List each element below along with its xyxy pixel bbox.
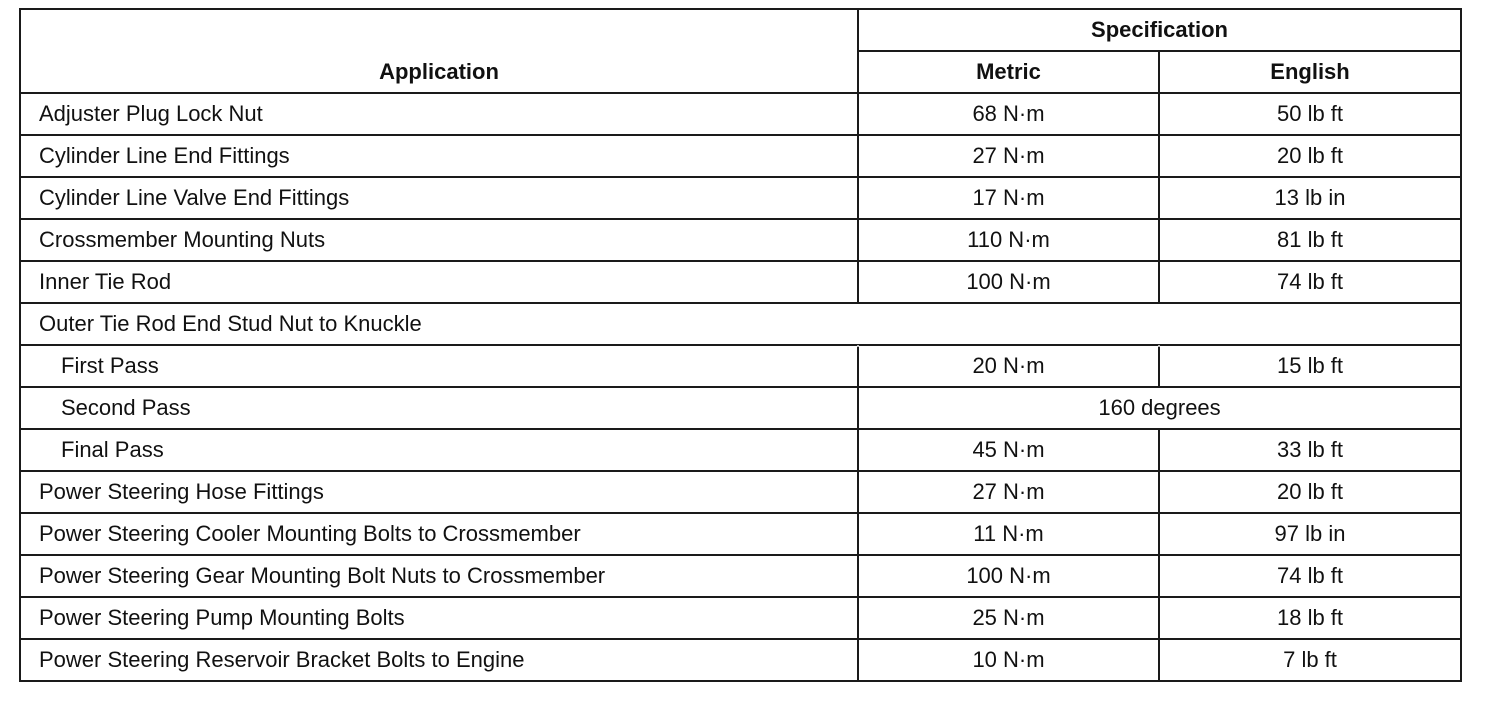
application-cell: Final Pass	[20, 429, 858, 471]
english-cell: 7 lb ft	[1159, 639, 1461, 681]
table-row	[20, 219, 1461, 261]
english-cell: 20 lb ft	[1159, 135, 1461, 177]
application-cell: Second Pass	[20, 387, 858, 429]
header-row-top	[20, 9, 1461, 51]
english-cell: 50 lb ft	[1159, 93, 1461, 135]
application-cell: Cylinder Line End Fittings	[20, 135, 858, 177]
application-cell: Cylinder Line Valve End Fittings	[20, 177, 858, 219]
table-row	[20, 471, 1461, 513]
application-cell: First Pass	[20, 345, 858, 387]
table-row	[20, 177, 1461, 219]
application-cell: Power Steering Reservoir Bracket Bolts to Engine	[20, 639, 858, 681]
metric-cell: 100 N·m	[858, 261, 1159, 303]
metric-cell: 10 N·m	[858, 639, 1159, 681]
english-cell: 74 lb ft	[1159, 261, 1461, 303]
application-cell: Power Steering Cooler Mounting Bolts to Crossmember	[20, 513, 858, 555]
english-cell: 13 lb in	[1159, 177, 1461, 219]
application-cell: Inner Tie Rod	[20, 261, 858, 303]
english-cell: 18 lb ft	[1159, 597, 1461, 639]
metric-cell: 27 N·m	[858, 471, 1159, 513]
torque-specification-table	[19, 8, 1462, 682]
metric-cell: 25 N·m	[858, 597, 1159, 639]
table-row-group-heading	[20, 303, 1461, 345]
english-cell: 97 lb in	[1159, 513, 1461, 555]
metric-cell: 27 N·m	[858, 135, 1159, 177]
table-row	[20, 639, 1461, 681]
table-row	[20, 387, 1461, 429]
metric-cell: 45 N·m	[858, 429, 1159, 471]
application-cell: Power Steering Gear Mounting Bolt Nuts to Crossmember	[20, 555, 858, 597]
metric-cell: 100 N·m	[858, 555, 1159, 597]
english-cell: 15 lb ft	[1159, 345, 1461, 387]
table-row	[20, 597, 1461, 639]
application-cell: Power Steering Pump Mounting Bolts	[20, 597, 858, 639]
english-cell: 20 lb ft	[1159, 471, 1461, 513]
table-row	[20, 345, 1461, 387]
table-row	[20, 429, 1461, 471]
metric-cell: 17 N·m	[858, 177, 1159, 219]
application-cell: Adjuster Plug Lock Nut	[20, 93, 858, 135]
application-group-cell: Outer Tie Rod End Stud Nut to Knuckle	[20, 303, 1461, 345]
metric-cell: 110 N·m	[858, 219, 1159, 261]
table-row	[20, 261, 1461, 303]
english-cell: 33 lb ft	[1159, 429, 1461, 471]
metric-header: Metric	[858, 51, 1159, 93]
application-cell: Power Steering Hose Fittings	[20, 471, 858, 513]
table-row	[20, 555, 1461, 597]
metric-cell: 11 N·m	[858, 513, 1159, 555]
english-header: English	[1159, 51, 1461, 93]
column-tick-mark	[857, 345, 859, 347]
metric-cell: 68 N·m	[858, 93, 1159, 135]
metric-cell: 20 N·m	[858, 345, 1159, 387]
combined-spec-cell: 160 degrees	[858, 387, 1461, 429]
english-cell: 74 lb ft	[1159, 555, 1461, 597]
english-cell: 81 lb ft	[1159, 219, 1461, 261]
table-row	[20, 513, 1461, 555]
table-row	[20, 135, 1461, 177]
application-header: Application	[20, 9, 858, 93]
specification-header: Specification	[858, 9, 1461, 51]
application-cell: Crossmember Mounting Nuts	[20, 219, 858, 261]
column-tick-mark	[1158, 345, 1160, 347]
table-row	[20, 93, 1461, 135]
